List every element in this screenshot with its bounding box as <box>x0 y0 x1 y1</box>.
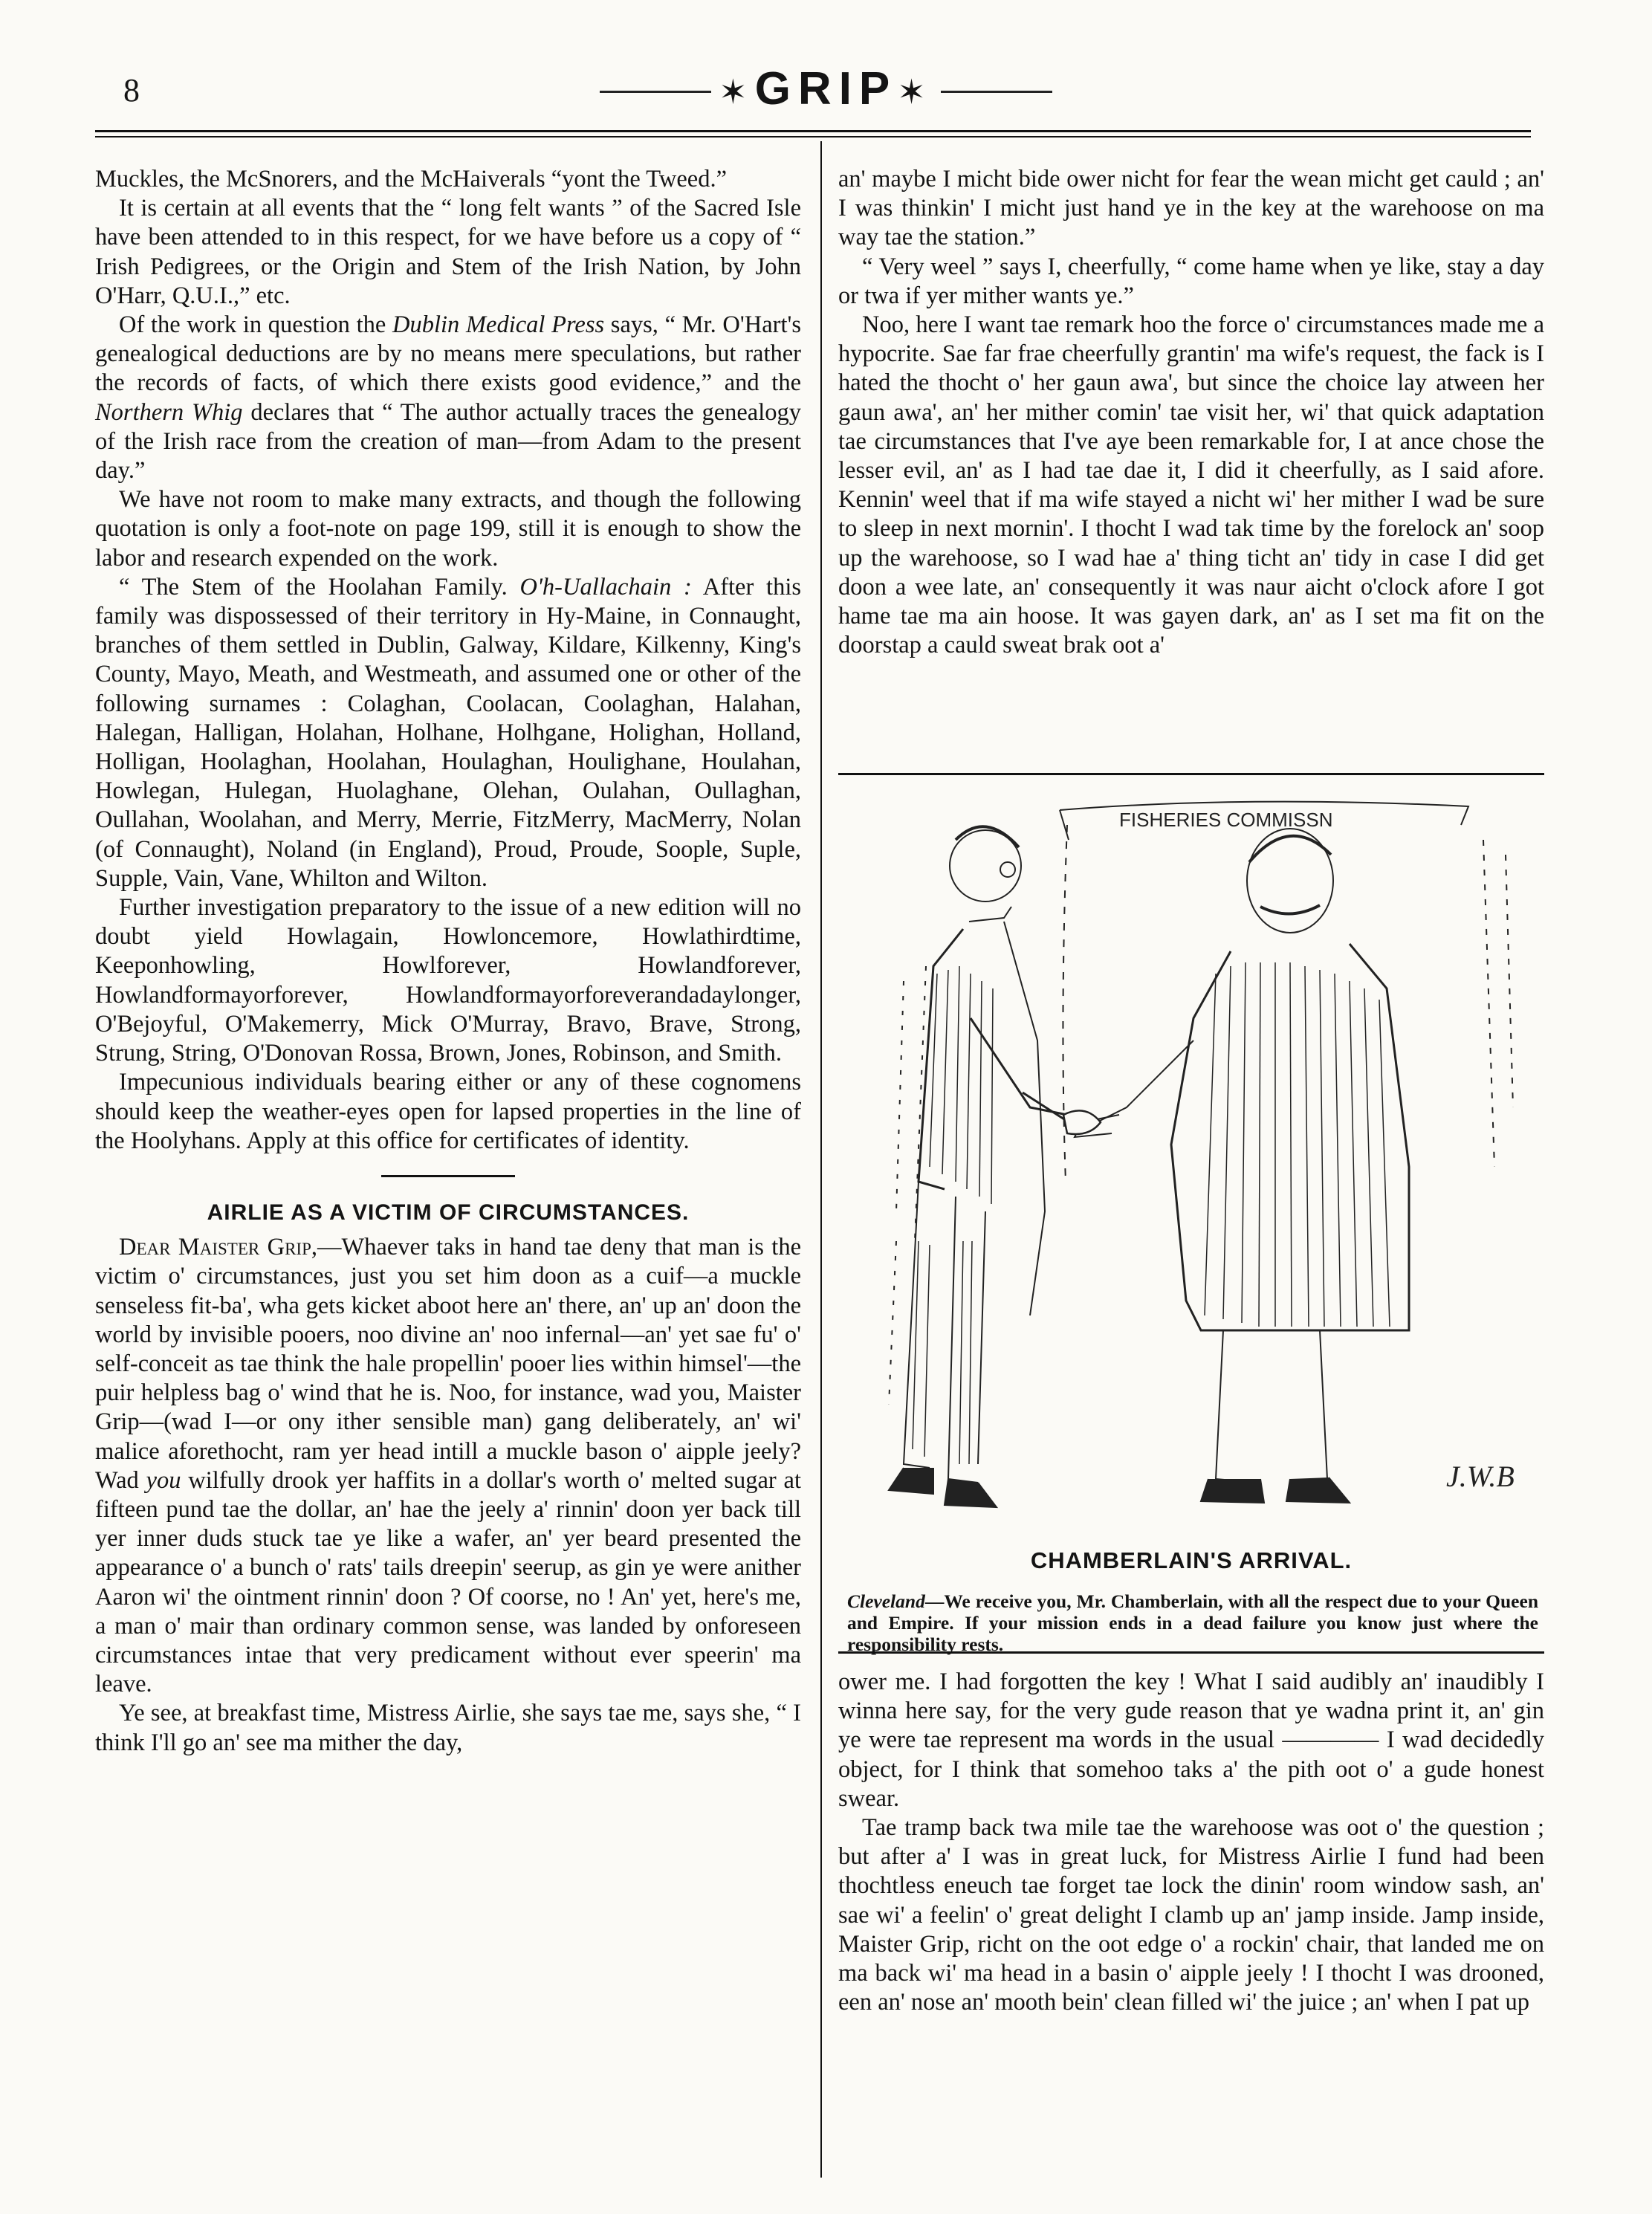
star-ornament-icon: ✶ <box>719 72 755 111</box>
masthead-title: GRIP <box>754 63 898 114</box>
left-column <box>95 165 801 1758</box>
masthead-left-rule <box>600 91 711 93</box>
masthead-right-rule <box>941 91 1052 93</box>
text-run: Of the work in question the <box>119 311 392 339</box>
paragraph: Tae tramp back twa mile tae the warehoose was oot o' the question ; but after a' I was in great luck, for Mistress Airlie I fund had been thochtless eneuch tae forget tae lock the dinin' room window sash, an' sae wi' a feelin' o' great delight I clamb up an' jamp inside. Jamp inside, Maister Grip, richt on the oot edge o' a rockin' chair, that landed me on ma back wi' ma head in a basin o' aipple jeely ! I thocht I was drooned, een an' nose an' mooth bein' clean filled wi' the juice ; an' when I pat up <box>838 1814 1544 2016</box>
caption-body: —We receive you, Mr. Chamberlain, with all the respect due to your Queen and Empire. If your mission ends in a dead failure you know just where the responsibility rests. <box>847 1590 1538 1655</box>
paragraph: an' maybe I micht bide ower nicht for fear the wean micht get cauld ; an' I was thinkin' I micht just hand ye in the key at the warehoose on ma way tae the station.” <box>838 166 1544 251</box>
paragraph: “ Very weel ” says I, cheerfully, “ come hame when ye like, stay a day or twa if yer mither wants ye.” <box>838 253 1544 309</box>
cartoon-title: CHAMBERLAIN'S ARRIVAL. <box>1030 1547 1353 1573</box>
cartoon-bottom-rule <box>838 1651 1544 1654</box>
paragraph: Muckles, the McSnorers, and the McHaiverals “yont the Tweed.” <box>95 166 727 192</box>
right-column-bottom <box>838 1668 1544 2017</box>
paragraph <box>95 311 801 485</box>
cartoon-caption <box>847 1590 1538 1655</box>
cartoon-sign-text: FISHERIES COMMISSN <box>1119 809 1333 831</box>
text-run: says, “ Mr. O'Hart's genealogical deductions are by no means mere speculations, but rather the records of facts, of which there exists good evidence,” and the <box>95 311 801 397</box>
page-header <box>0 0 1652 149</box>
artist-signature: J.W.B <box>1446 1460 1515 1493</box>
masthead <box>0 62 1652 115</box>
letter-salutation: Dear Maister Grip, <box>119 1234 317 1261</box>
text-run: wilfully drook yer haffits in a dollar's worth o' melted sugar at fifteen pund tae the dollar, an' hae the jeely a' rinnin' doon yer back till yer inner duds stuck tae ye like a wafer, an' yer beard presented the appearance o' a bunch o' rats' tails dreepin' seerup, as gin ye were anither Aaron wi' the ointment rinnin' doon ? Of coorse, no ! An' yet, here's me, a man o' mair than ordinary common sense, was landed by onforeseen circumstances intae that very predicament without ever speerin' ma leave. <box>95 1466 802 1698</box>
paragraph: Impecunious individuals bearing either or any of these cognomens should keep the weather-eyes open for lapsed properties in the line of the Hoolyhans. Apply at this office for certificates of identity. <box>95 1069 801 1154</box>
header-rule-secondary <box>95 136 1531 137</box>
text-run: After this family was dispossessed of their territory in Hy-Maine, in Connaught, branches of them settled in Dublin, Galway, Kildare, Kilkenny, King's County, Mayo, Meath, and Westmeath, and assumed one or other of the following surnames : Colaghan, Coolacan, Coolaghan, Halahan, Halegan, Halligan, Holahan, Holhane, Holhgane, Holighan, Holland, Holligan, Hoolaghan, Hoolahan, Houlaghan, Houlighane, Houlahan, Howlegan, Hulegan, Huolaghane, Olehan, Oulahan, Oullaghan, Oullahan, Woolahan, and Merry, Merrie, FitzMerry, MacMerry, Nolan (of Connaught), Noland (in England), Proud, Proude, Soople, Suple, Supple, Vain, Vane, Whilton and Wilton. <box>95 573 801 892</box>
caption-speaker: Cleveland <box>847 1590 925 1612</box>
publication-title: Northern Whig <box>95 398 243 426</box>
text-run: “ The Stem of the Hoolahan Family. <box>119 573 520 601</box>
paragraph: Ye see, at breakfast time, Mistress Airlie, she says tae me, says she, “ I think I'll go an' see ma mither the day, <box>95 1700 801 1756</box>
paragraph: Further investigation preparatory to the issue of a new edition will no doubt yield Howlagain, Howloncemore, Howlathirdtime, Keeponhowling, Howlforever, Howlandforever, Howlandformayorforever, Howlandformayorforeverandadaylonger, O'Bejoyful, O'Makemerry, Mick O'Murray, Bravo, Brave, Strong, Strung, String, O'Donovan Rossa, Brown, Jones, Robinson, and Smith. <box>95 894 801 1067</box>
paragraph <box>95 573 801 893</box>
paragraph: It is certain at all events that the “ long felt wants ” of the Sacred Isle have been attended to in this respect, for we have before us a copy of “ Irish Pedigrees, or the Origin and Stem of the Irish Nation, by John O'Harr, Q.U.I.,” etc. <box>95 195 801 309</box>
section-separator <box>381 1175 515 1177</box>
emphasis: you <box>146 1466 181 1494</box>
irish-name: O'h-Uallachain : <box>519 573 692 601</box>
cartoon-top-rule <box>838 773 1544 775</box>
paragraph: ower me. I had forgotten the key ! What I said audibly an' inaudibly I winna here say, for the very gude reason that ye wadna print it, an' gin ye were tae represent ma words in the usual ———— I wad decidedly object, for I think that somehoo taks a' the pith oot o' a gude honest swear. <box>838 1668 1544 1812</box>
paragraph <box>95 1233 801 1699</box>
text-run: declares that “ The author actually traces the genealogy of the Irish race from the creation of man—from Adam to the present day.” <box>95 398 801 485</box>
header-rule <box>95 130 1531 132</box>
section-title: AIRLIE AS A VICTIM OF CIRCUMSTANCES. <box>207 1200 690 1225</box>
text-run: —Whaever taks in hand tae deny that man is the victim o' circumstances, just you set him doon as a cuif—a muckle senseless fit-ba', wha gets kicket aboot here an' there, an' up an' doon the world by invisible pooers, noo divine an' noo infernal—an' yet sae fu' o' self-conceit as tae think the hale propellin' pooer lies within himsel'—the puir helpless bag o' wind that he is. Noo, for instance, wad you, Maister Grip—(wad I—or ony ither sensible man) gang deliberately, an' wi' malice aforethocht, ram yer head intill a muckle bason o' aipple jeely? Wad <box>95 1234 801 1494</box>
cartoon-illustration <box>874 795 1528 1531</box>
right-column-top <box>838 165 1544 660</box>
star-ornament-icon: ✶ <box>897 72 933 111</box>
column-divider <box>820 141 822 2178</box>
publication-title: Dublin Medical Press <box>392 311 605 339</box>
paragraph: We have not room to make many extracts, and though the following quotation is only a foot-note on page 199, still it is enough to show the labor and research expended on the work. <box>95 486 801 572</box>
page-number: 8 <box>123 72 140 109</box>
paragraph: Noo, here I want tae remark hoo the force o' circumstances made me a hypocrite. Sae far frae cheerfully grantin' ma wife's request, the fack is I hated the thocht o' her gaun awa', but since the choice lay atween her gaun awa', an' her mither comin' tae visit her, wi' that quick adaptation tae circumstances that I've aye been remarkable for, I at ance chose the lesser evil, an' as I had tae dae it, I did it cheerfully, as I said afore. Kennin' weel that if ma wife stayed a nicht wi' her mither I wad be sure to sleep in next mornin'. I thocht I wad tak time by the forelock an' soop up the warehoose, so I wad hae a' thing ticht an' tidy in case I did get doon a wee late, an' consequently it was naur aicht o'clock afore I got hame tae ma ain hoose. It was gayen dark, an' as I set ma fit on the doorstap a cauld sweat brak oot a' <box>838 311 1544 659</box>
